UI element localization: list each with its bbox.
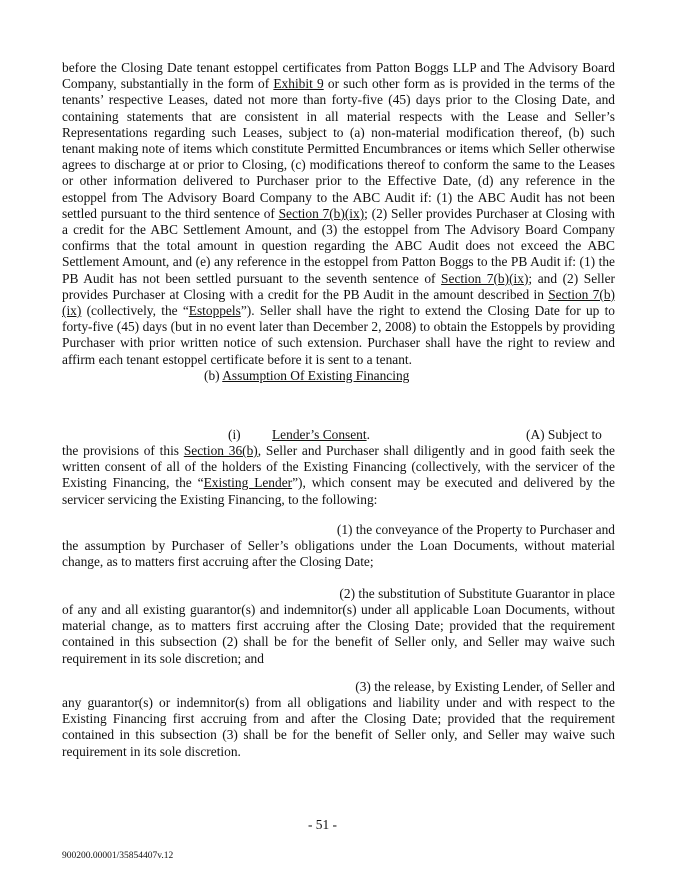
para1-text-3: ; (2) Seller provides Purchaser at Closing with a credit for the ABC Settlement Amount, and (3) the estoppel from The Advisory Board Company confirms that the total amount in question regarding the ABC Audit does not exceed the ABC Settlement Amount, and (e) any reference in the estoppel from Patton Boggs to the PB Audit if: (1) the PB Audit has not been settled pursuant to the seventh sentence of	[62, 205, 616, 286]
section-b-label: (b)	[204, 368, 223, 383]
sub-i-text-1: the provisions of this	[62, 443, 184, 458]
para1-text-2: or such other form as is provided in the terms of the tenants’ respective Leases, dated not more than forty-five (45) days prior to the Closing Date, and containing statements that are consistent in all material respects with the Lease and Seller’s Representations regarding such Leases, subject to (a) non-material modification thereof, (b) such tenant making note of items which constitute Permitted Encumbrances or items which Seller otherwise agrees to discharge at or prior to Closing, (c) modifications thereof to conform the same to the Leases or other information delivered to Purchaser prior to the Effective Date, (d) any reference in the estoppel from The Advisory Board Company to the ABC Audit if: (1) the ABC Audit has not been settled pursuant to the third sentence of	[62, 76, 615, 221]
estoppel-paragraph	[62, 60, 615, 368]
sub-i-text-3: ”), which consent may be executed and delivered by the servicer servicing the Existing Financing, to the following:	[62, 475, 615, 507]
clause-a-label: (A) Subject to	[526, 427, 602, 442]
exhibit-9-reference: Exhibit 9	[273, 76, 324, 92]
section-b-heading	[204, 368, 409, 384]
item-2-text: of any and all existing guarantor(s) and indemnitor(s) under all applicable Loan Documents, without material change, as to matters first accruing after the Closing Date; provided that the requirement contained in this subsection (2) shall be for the benefit of Seller only, and Seller may waive such requirement in its sole discretion; and	[62, 602, 615, 666]
para1-text-6: ”). Seller shall have the right to extend the Closing Date for up to forty-five (45) days (but in no event later than December 2, 2008) to obtain the Estoppels by providing Purchaser with prior written notice of such extension. Purchaser shall have the right to review and affirm each tenant estoppel certificate before it is sent to a tenant.	[62, 303, 615, 367]
section-7bix-reference-1: Section 7(b)(ix)	[278, 205, 365, 221]
estoppels-defined-term: Estoppels	[188, 303, 241, 319]
sub-i-text-2: , Seller and Purchaser shall diligently and in good faith seek the written consent of all of the holders of the Existing Financing (collectively, with the servicer of the Existing Financing, the “	[62, 443, 615, 491]
para1-text-5: (collectively, the “	[81, 303, 189, 319]
item-1-lead: (1) the conveyance of the Property to Purchaser and	[336, 522, 615, 537]
item-1-text: the assumption by Purchaser of Seller’s obligations under the Loan Documents, without material change, as to matters first accruing after the Closing Date;	[62, 538, 615, 570]
subsection-i-number: (i)	[228, 427, 241, 442]
item-3-text: any guarantor(s) or indemnitor(s) from all obligations and liability under and with respect to the Existing Financing first accruing from and after the Closing Date; provided that the requirement contained in this subsection (3) shall be for the benefit of Seller only, and Seller may waive such requirement in its sole discretion.	[62, 695, 615, 759]
item-3-lead: (3) the release, by Existing Lender, of Seller and	[355, 679, 615, 694]
lenders-consent-period: .	[366, 427, 370, 442]
para1-text-4: ; and (2) Seller provides Purchaser at Closing with a credit for the PB Audit in the amount described in	[62, 270, 615, 302]
section-36b-reference: Section 36(b)	[183, 443, 258, 458]
subsection-i-heading	[272, 427, 370, 443]
lenders-consent-title: Lender’s Consent	[272, 427, 367, 442]
section-7bix-reference-3: Section 7(b)(ix)	[62, 286, 615, 319]
section-b-title: Assumption Of Existing Financing	[222, 368, 410, 383]
lenders-consent-paragraph	[62, 443, 615, 508]
item-2-lead: (2) the substitution of Substitute Guarantor in place	[339, 586, 615, 601]
para1-text-1: before the Closing Date tenant estoppel certificates from Patton Boggs LLP and The Advisory Board Company, substantially in the form of	[62, 60, 615, 92]
page-number: - 51 -	[308, 817, 338, 832]
section-7bix-reference-2: Section 7(b)(ix)	[441, 270, 529, 286]
existing-lender-defined-term: Existing Lender	[203, 475, 293, 491]
document-id: 900200.00001/35854407v.12	[62, 851, 174, 861]
